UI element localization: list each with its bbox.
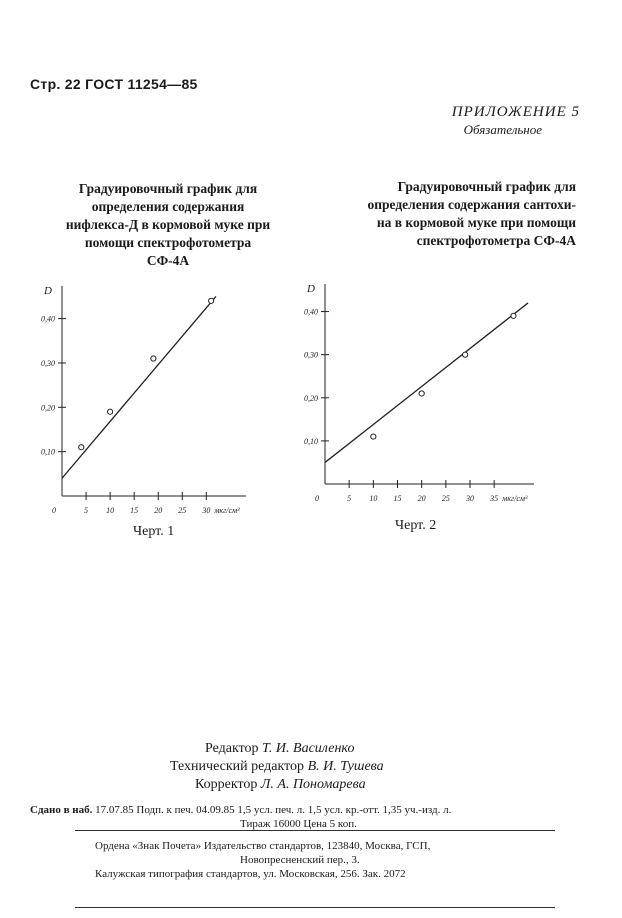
x-tick-label: 20: [154, 506, 163, 515]
x-tick-label: 30: [202, 506, 211, 515]
divider: [75, 907, 555, 908]
chart-1-title-line: СФ-4А: [146, 253, 190, 268]
y-axis-label: D: [44, 285, 52, 297]
x-tick-label: 10: [106, 506, 115, 515]
imprint-line-1: [30, 803, 595, 817]
credit-tech-editor: [165, 758, 465, 776]
data-point: [419, 391, 424, 396]
x-tick-label: 35: [490, 494, 499, 503]
imprint-block: [30, 803, 595, 831]
y-tick-label: 0,30: [304, 350, 318, 360]
chart-1-title-line: нифлекса-Д в кормовой муке при: [65, 217, 271, 232]
credit-role: Корректор: [195, 777, 258, 792]
y-tick-label: 0,40: [41, 314, 55, 324]
chart-2-title-line: спектрофотометра СФ-4А: [416, 233, 576, 248]
credit-proofreader: [165, 776, 465, 794]
imprint-details: 17.07.85 Подп. к печ. 04.09.85 1,5 усл. печ. л. 1,5 усл. кр.-отт. 1,35 уч.-изд. л.: [95, 804, 452, 816]
data-point: [371, 434, 376, 439]
y-tick-label: 0,10: [41, 447, 55, 457]
credit-name: В. И. Тушева: [307, 759, 384, 774]
y-tick-label: 0,30: [41, 358, 55, 368]
chart-1-title-line: определения содержания: [91, 199, 245, 214]
chart-1-title-line: помощи спектрофотометра: [84, 235, 252, 250]
imprint-line-2: Тираж 16000 Цена 5 коп.: [240, 818, 357, 830]
credit-editor: [165, 740, 465, 758]
credit-role: Редактор: [205, 741, 259, 756]
appendix-title: ПРИЛОЖЕНИЕ 5: [451, 104, 580, 120]
x-axis-unit: мкг/см³: [214, 506, 240, 515]
x-tick-label: 15: [393, 494, 402, 503]
y-tick-label: 0,40: [304, 307, 318, 317]
chart-2-caption: Черт. 2: [395, 518, 437, 533]
credit-role: Технический редактор: [170, 759, 305, 774]
chart-2-title-line: на в кормовой муке при помощи: [376, 215, 576, 230]
data-point: [511, 313, 516, 318]
y-tick-label: 0,20: [41, 403, 55, 413]
chart-2-title-line: определения содержания сантохи-: [367, 197, 576, 212]
credits-block: [165, 740, 465, 794]
chart-1-caption: Черт. 1: [133, 524, 175, 539]
data-point: [463, 352, 468, 357]
x-tick-label: 15: [130, 506, 139, 515]
divider: [75, 830, 555, 831]
chart-2-title-line: Градуировочный график для: [397, 179, 576, 194]
x-tick-label: 25: [441, 494, 450, 503]
fit-line: [325, 303, 528, 463]
printer-line-3: Калужская типография стандартов, ул. Московская, 256. Зак. 2072: [95, 868, 406, 880]
y-axis-label: D: [307, 283, 315, 295]
y-tick-label: 0,10: [304, 436, 318, 446]
appendix-subtitle: Обязательное: [463, 122, 542, 137]
x-tick-label: 25: [178, 506, 187, 515]
imprint-lead: Сдано в наб.: [30, 804, 93, 816]
credit-name: Т. И. Василенко: [262, 741, 355, 756]
x-tick-label: 5: [84, 506, 89, 515]
chart-1-title-line: Градуировочный график для: [78, 181, 258, 196]
x-axis-unit: мкг/см³: [502, 494, 528, 503]
credit-name: Л. А. Пономарева: [260, 777, 366, 792]
printer-line-2: Новопресненский пер., 3.: [240, 854, 360, 866]
x-tick-label: 20: [417, 494, 426, 503]
x-tick-label: 0: [52, 506, 56, 515]
page-header: Стр. 22 ГОСТ 11254—85: [30, 76, 198, 92]
printer-line-1: Ордена «Знак Почета» Издательство стандартов, 123840, Москва, ГСП,: [95, 840, 431, 852]
x-tick-label: 30: [466, 494, 474, 503]
y-tick-label: 0,20: [304, 393, 318, 403]
x-tick-label: 0: [315, 494, 319, 503]
x-tick-label: 10: [369, 494, 378, 503]
printer-block: [95, 839, 575, 881]
x-tick-label: 5: [347, 494, 352, 503]
